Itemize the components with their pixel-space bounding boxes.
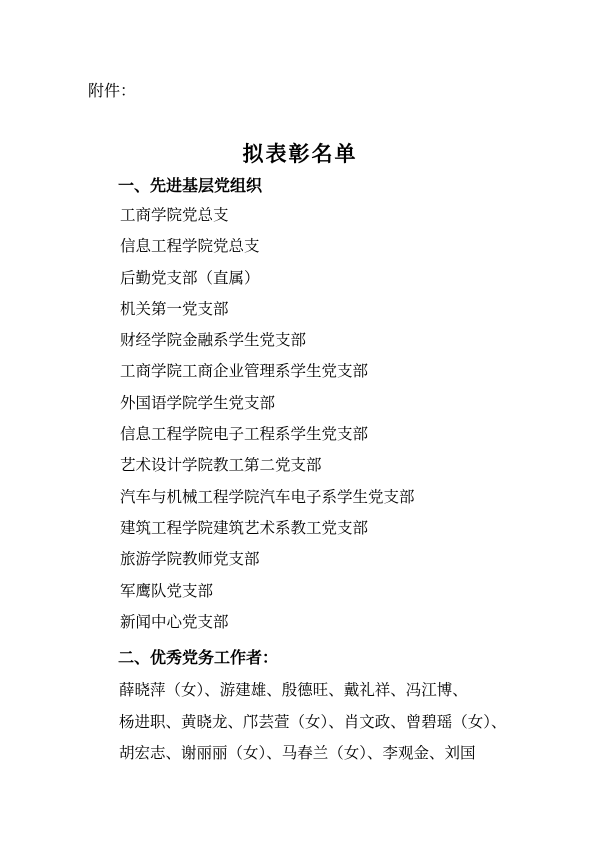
- list-item: 后勤党支部（直属）: [120, 268, 260, 287]
- list-item: 工商学院党总支: [120, 206, 229, 224]
- list-item: 信息工程学院电子工程系学生党支部: [120, 425, 369, 444]
- list-item: 财经学院金融系学生党支部: [120, 331, 307, 350]
- attachment-label: 附件：: [88, 81, 137, 100]
- document-title: 拟表彰名单: [242, 141, 358, 166]
- names-line: 薛晓萍（女）、游建雄、殷德旺、戴礼祥、冯江博、: [119, 681, 468, 699]
- list-item: 艺术设计学院教工第二党支部: [120, 456, 322, 475]
- worker-names: [119, 679, 519, 774]
- section-heading-organizations: 一、先进基层党组织: [118, 176, 263, 195]
- names-line: 杨进职、黄晓龙、邝芸萱（女）、肖文政、曾碧瑶（女）、: [119, 712, 507, 731]
- list-item: 机关第一党支部: [120, 299, 229, 318]
- section-heading-workers: 二、优秀党务工作者：: [118, 648, 279, 667]
- list-item: 工商学院工商企业管理系学生党支部: [120, 362, 369, 381]
- organization-list: [120, 204, 415, 642]
- list-item: 旅游学院教师党支部: [120, 550, 260, 569]
- list-item: 信息工程学院党总支: [120, 237, 260, 256]
- list-item: 军鹰队党支部: [120, 581, 214, 600]
- names-line: 胡宏志、谢丽丽（女）、马春兰（女）、李观金、刘国: [119, 744, 476, 762]
- list-item: 新闻中心党支部: [120, 612, 229, 631]
- list-item: 汽车与机械工程学院汽车电子系学生党支部: [120, 487, 415, 506]
- list-item: 外国语学院学生党支部: [120, 393, 276, 412]
- list-item: 建筑工程学院建筑艺术系教工党支部: [120, 518, 369, 537]
